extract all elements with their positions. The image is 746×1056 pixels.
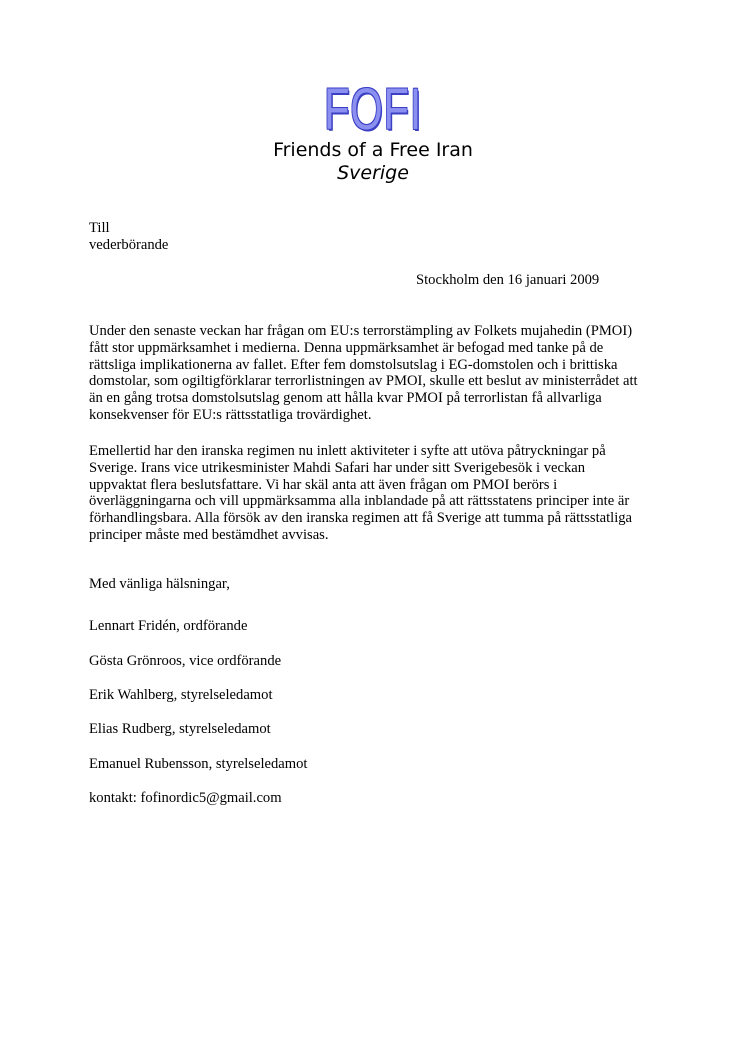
text-line: Emellertid har den iranska regimen nu inlett aktiviteter i syfte att utöva påtryckningar på xyxy=(89,443,606,459)
text-line: konsekvenser för EU:s rättsstatliga trovärdighet. xyxy=(89,406,372,423)
text-line: fått stor uppmärksamhet i medierna. Denna uppmärksamhet är befogad med tanke på de xyxy=(89,339,604,356)
organization-name: Friends of a Free Iran xyxy=(273,139,473,161)
text-line: domstolar, som ogiltigförklarar terrorlistningen av PMOI, skulle ett beslut av ministerrådet att xyxy=(89,373,638,390)
text-line: rättsliga implikationerna av fallet. Efter fem domstolsutslag i EG-domstolen och i brittiska xyxy=(89,356,618,373)
signature-line: Lennart Fridén, ordförande xyxy=(89,618,248,634)
fofi-logo: FOFI xyxy=(324,77,422,142)
signature-line: Erik Wahlberg, styrelseledamot xyxy=(89,687,273,703)
signature-line: Elias Rudberg, styrelseledamot xyxy=(89,721,271,737)
contact-line: kontakt: fofinordic5@gmail.com xyxy=(89,790,282,806)
text-line: än en gång trotsa domstolsutslag genom att hålla kvar PMOI på terrorlistan få allvarliga xyxy=(89,390,602,407)
recipient-block xyxy=(89,220,168,254)
text-line: Under den senaste veckan har frågan om EU:s terrorstämpling av Folkets mujahedin (PMOI) xyxy=(89,323,633,339)
closing-greeting: Med vänliga hälsningar, xyxy=(89,576,230,592)
text-line: Sverige. Irans vice utrikesminister Mahdi Safari har under sitt Sverigebesök i veckan xyxy=(89,459,586,476)
signature-line: Emanuel Rubensson, styrelseledamot xyxy=(89,756,308,772)
signature-line: Gösta Grönroos, vice ordförande xyxy=(89,653,282,669)
body-paragraph-1 xyxy=(89,323,669,424)
letter-date: Stockholm den 16 januari 2009 xyxy=(416,272,600,288)
text-line: uppvaktat flera beslutsfattare. Vi har skäl anta att även frågan om PMOI berörs i xyxy=(89,476,558,493)
text-line: förhandlingsbara. Alla försök av den iranska regimen att få Sverige att tumma på rättsstatliga xyxy=(89,510,633,527)
text-line: överläggningarna och vill uppmärksamma alla inblandade på att rättsstatens principer inte är xyxy=(89,493,630,510)
recipient-line: Till xyxy=(89,220,110,236)
body-paragraph-2 xyxy=(89,443,669,544)
text-line: principer måste med bestämdhet avvisas. xyxy=(89,526,329,543)
recipient-line: vederbörande xyxy=(89,236,169,253)
organization-country: Sverige xyxy=(337,162,409,184)
